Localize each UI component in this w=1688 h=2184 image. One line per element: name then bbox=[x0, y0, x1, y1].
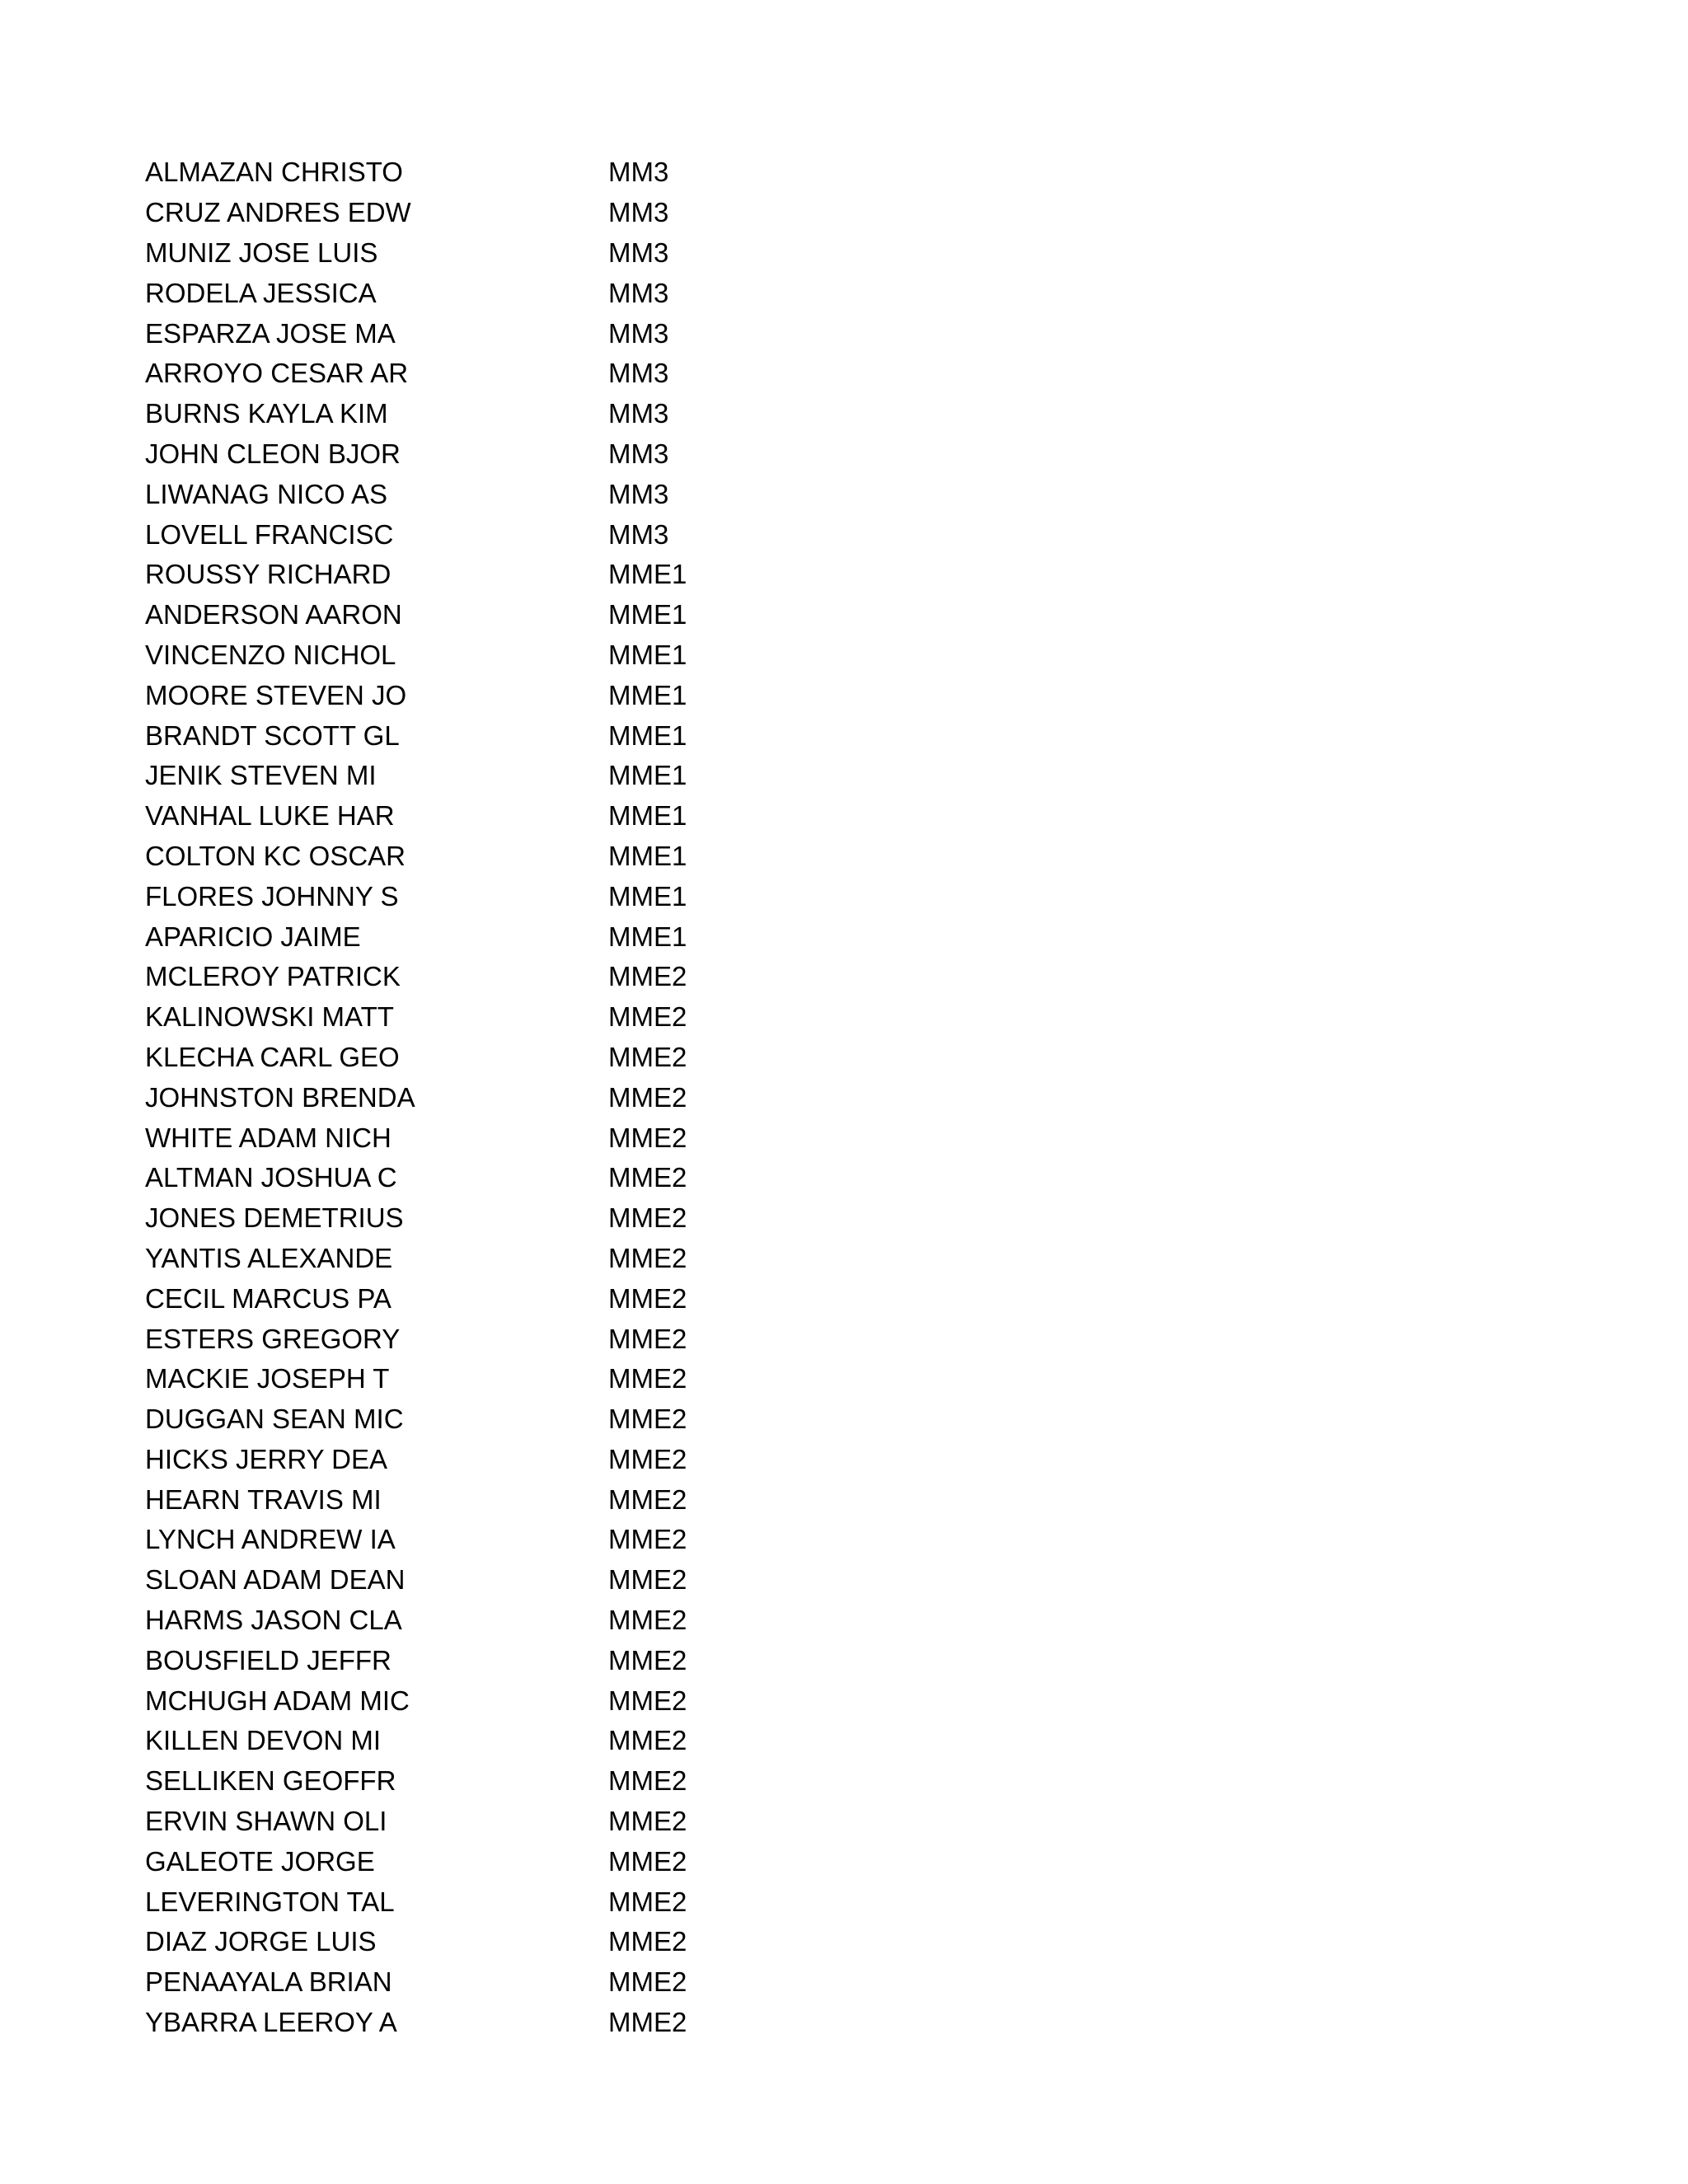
rate-code: MM3 bbox=[608, 438, 669, 469]
roster-row bbox=[145, 916, 969, 957]
person-name: APARICIO JAIME bbox=[145, 921, 361, 952]
rate-code: MM3 bbox=[608, 358, 669, 389]
rate-code: MM3 bbox=[608, 197, 669, 228]
roster-row bbox=[145, 1198, 969, 1239]
rate-code: MME2 bbox=[608, 1564, 687, 1596]
rate-code: MME2 bbox=[608, 1806, 687, 1837]
person-name: FLORES JOHNNY S bbox=[145, 880, 399, 912]
person-name: MOORE STEVEN JO bbox=[145, 679, 407, 710]
rate-code: MME2 bbox=[608, 1001, 687, 1033]
person-name: ARROYO CESAR AR bbox=[145, 358, 409, 389]
rate-code: MME2 bbox=[608, 1644, 687, 1675]
person-name: CECIL MARCUS PA bbox=[145, 1282, 392, 1314]
rate-code: MME2 bbox=[608, 1202, 687, 1234]
roster-row bbox=[145, 796, 969, 837]
roster-row bbox=[145, 555, 969, 595]
roster-row bbox=[145, 1882, 969, 1922]
roster-row bbox=[145, 675, 969, 715]
rate-code: MME2 bbox=[608, 1966, 687, 1998]
person-name: MCLEROY PATRICK bbox=[145, 961, 401, 992]
roster-row bbox=[145, 354, 969, 394]
rate-code: MME2 bbox=[608, 1886, 687, 1917]
roster-row bbox=[145, 1239, 969, 1279]
person-name: JONES DEMETRIUS bbox=[145, 1202, 404, 1234]
roster-row bbox=[145, 1359, 969, 1399]
person-name: LEVERINGTON TAL bbox=[145, 1886, 395, 1917]
roster-row bbox=[145, 715, 969, 756]
rate-code: MME1 bbox=[608, 559, 687, 590]
rate-code: MME2 bbox=[608, 1524, 687, 1555]
roster-row bbox=[145, 1158, 969, 1198]
person-name: GALEOTE JORGE bbox=[145, 1845, 375, 1877]
rate-code: MME2 bbox=[608, 1041, 687, 1072]
roster-row bbox=[145, 1560, 969, 1601]
roster-row bbox=[145, 756, 969, 796]
rate-code: MM3 bbox=[608, 518, 669, 550]
roster-row bbox=[145, 1479, 969, 1520]
roster-row bbox=[145, 1520, 969, 1560]
rate-code: MME2 bbox=[608, 1282, 687, 1314]
roster-list bbox=[145, 152, 969, 2042]
person-name: LIWANAG NICO AS bbox=[145, 478, 388, 509]
person-name: MCHUGH ADAM MIC bbox=[145, 1685, 410, 1716]
person-name: HEARN TRAVIS MI bbox=[145, 1483, 382, 1515]
roster-row bbox=[145, 474, 969, 514]
rate-code: MME1 bbox=[608, 921, 687, 952]
roster-row bbox=[145, 434, 969, 475]
roster-row bbox=[145, 1077, 969, 1118]
roster-row bbox=[145, 957, 969, 997]
person-name: YANTIS ALEXANDE bbox=[145, 1242, 393, 1273]
rate-code: MME2 bbox=[608, 1404, 687, 1435]
person-name: KLECHA CARL GEO bbox=[145, 1041, 400, 1072]
rate-code: MME2 bbox=[608, 961, 687, 992]
rate-code: MME2 bbox=[608, 1605, 687, 1636]
person-name: JENIK STEVEN MI bbox=[145, 760, 377, 791]
rate-code: MME2 bbox=[608, 1765, 687, 1797]
rate-code: MME2 bbox=[608, 1323, 687, 1354]
rate-code: MME1 bbox=[608, 639, 687, 670]
roster-row bbox=[145, 997, 969, 1038]
person-name: VANHAL LUKE HAR bbox=[145, 800, 395, 832]
person-name: MUNIZ JOSE LUIS bbox=[145, 237, 378, 268]
person-name: ALMAZAN CHRISTO bbox=[145, 157, 403, 188]
roster-row bbox=[145, 635, 969, 676]
rate-code: MME2 bbox=[608, 2007, 687, 2038]
person-name: LYNCH ANDREW IA bbox=[145, 1524, 396, 1555]
person-name: ERVIN SHAWN OLI bbox=[145, 1806, 387, 1837]
roster-row bbox=[145, 1802, 969, 1842]
person-name: KALINOWSKI MATT bbox=[145, 1001, 394, 1033]
roster-row bbox=[145, 1761, 969, 1802]
person-name: KILLEN DEVON MI bbox=[145, 1725, 382, 1756]
rate-code: MME2 bbox=[608, 1443, 687, 1474]
roster-row bbox=[145, 1440, 969, 1480]
person-name: BOUSFIELD JEFFR bbox=[145, 1644, 392, 1675]
rate-code: MME1 bbox=[608, 880, 687, 912]
roster-row bbox=[145, 1278, 969, 1319]
rate-code: MME2 bbox=[608, 1845, 687, 1877]
person-name: ESTERS GREGORY bbox=[145, 1323, 401, 1354]
person-name: CRUZ ANDRES EDW bbox=[145, 197, 411, 228]
rate-code: MME2 bbox=[608, 1926, 687, 1957]
roster-row bbox=[145, 1962, 969, 2003]
roster-row bbox=[145, 1319, 969, 1359]
rate-code: MME2 bbox=[608, 1162, 687, 1193]
roster-row bbox=[145, 1922, 969, 1962]
person-name: PENAAYALA BRIAN bbox=[145, 1966, 392, 1998]
roster-row bbox=[145, 2003, 969, 2043]
rate-code: MME2 bbox=[608, 1685, 687, 1716]
rate-code: MME2 bbox=[608, 1242, 687, 1273]
roster-row bbox=[145, 1118, 969, 1158]
person-name: SELLIKEN GEOFFR bbox=[145, 1765, 396, 1797]
person-name: LOVELL FRANCISC bbox=[145, 518, 394, 550]
rate-code: MM3 bbox=[608, 277, 669, 308]
person-name: BRANDT SCOTT GL bbox=[145, 719, 400, 751]
rate-code: MME2 bbox=[608, 1483, 687, 1515]
roster-row bbox=[145, 1640, 969, 1680]
rate-code: MM3 bbox=[608, 317, 669, 349]
roster-row bbox=[145, 837, 969, 877]
roster-row bbox=[145, 193, 969, 233]
person-name: HARMS JASON CLA bbox=[145, 1605, 402, 1636]
roster-row bbox=[145, 233, 969, 274]
rate-code: MME1 bbox=[608, 719, 687, 751]
roster-row bbox=[145, 595, 969, 635]
roster-row bbox=[145, 273, 969, 313]
rate-code: MME1 bbox=[608, 599, 687, 630]
rate-code: MME1 bbox=[608, 800, 687, 832]
rate-code: MME2 bbox=[608, 1363, 687, 1394]
person-name: JOHN CLEON BJOR bbox=[145, 438, 401, 469]
person-name: DUGGAN SEAN MIC bbox=[145, 1404, 404, 1435]
roster-row bbox=[145, 514, 969, 555]
rate-code: MME2 bbox=[608, 1081, 687, 1113]
rate-code: MM3 bbox=[608, 478, 669, 509]
rate-code: MME1 bbox=[608, 679, 687, 710]
person-name: SLOAN ADAM DEAN bbox=[145, 1564, 406, 1596]
person-name: ANDERSON AARON bbox=[145, 599, 402, 630]
person-name: ROUSSY RICHARD bbox=[145, 559, 392, 590]
person-name: YBARRA LEEROY A bbox=[145, 2007, 397, 2038]
rate-code: MM3 bbox=[608, 398, 669, 429]
person-name: MACKIE JOSEPH T bbox=[145, 1363, 390, 1394]
roster-row bbox=[145, 152, 969, 193]
roster-row bbox=[145, 394, 969, 434]
roster-row bbox=[145, 1680, 969, 1721]
roster-row bbox=[145, 876, 969, 916]
person-name: JOHNSTON BRENDA bbox=[145, 1081, 415, 1113]
person-name: ALTMAN JOSHUA C bbox=[145, 1162, 397, 1193]
rate-code: MM3 bbox=[608, 237, 669, 268]
rate-code: MME2 bbox=[608, 1725, 687, 1756]
person-name: COLTON KC OSCAR bbox=[145, 840, 406, 871]
roster-row bbox=[145, 1601, 969, 1641]
rate-code: MM3 bbox=[608, 157, 669, 188]
roster-row bbox=[145, 1399, 969, 1440]
roster-row bbox=[145, 313, 969, 354]
rate-code: MME1 bbox=[608, 840, 687, 871]
person-name: BURNS KAYLA KIM bbox=[145, 398, 388, 429]
person-name: DIAZ JORGE LUIS bbox=[145, 1926, 377, 1957]
person-name: WHITE ADAM NICH bbox=[145, 1122, 392, 1153]
rate-code: MME2 bbox=[608, 1122, 687, 1153]
person-name: VINCENZO NICHOL bbox=[145, 639, 396, 670]
person-name: ESPARZA JOSE MA bbox=[145, 317, 396, 349]
roster-row bbox=[145, 1721, 969, 1761]
roster-row bbox=[145, 1841, 969, 1882]
roster-row bbox=[145, 1038, 969, 1078]
rate-code: MME1 bbox=[608, 760, 687, 791]
person-name: RODELA JESSICA bbox=[145, 277, 377, 308]
person-name: HICKS JERRY DEA bbox=[145, 1443, 388, 1474]
